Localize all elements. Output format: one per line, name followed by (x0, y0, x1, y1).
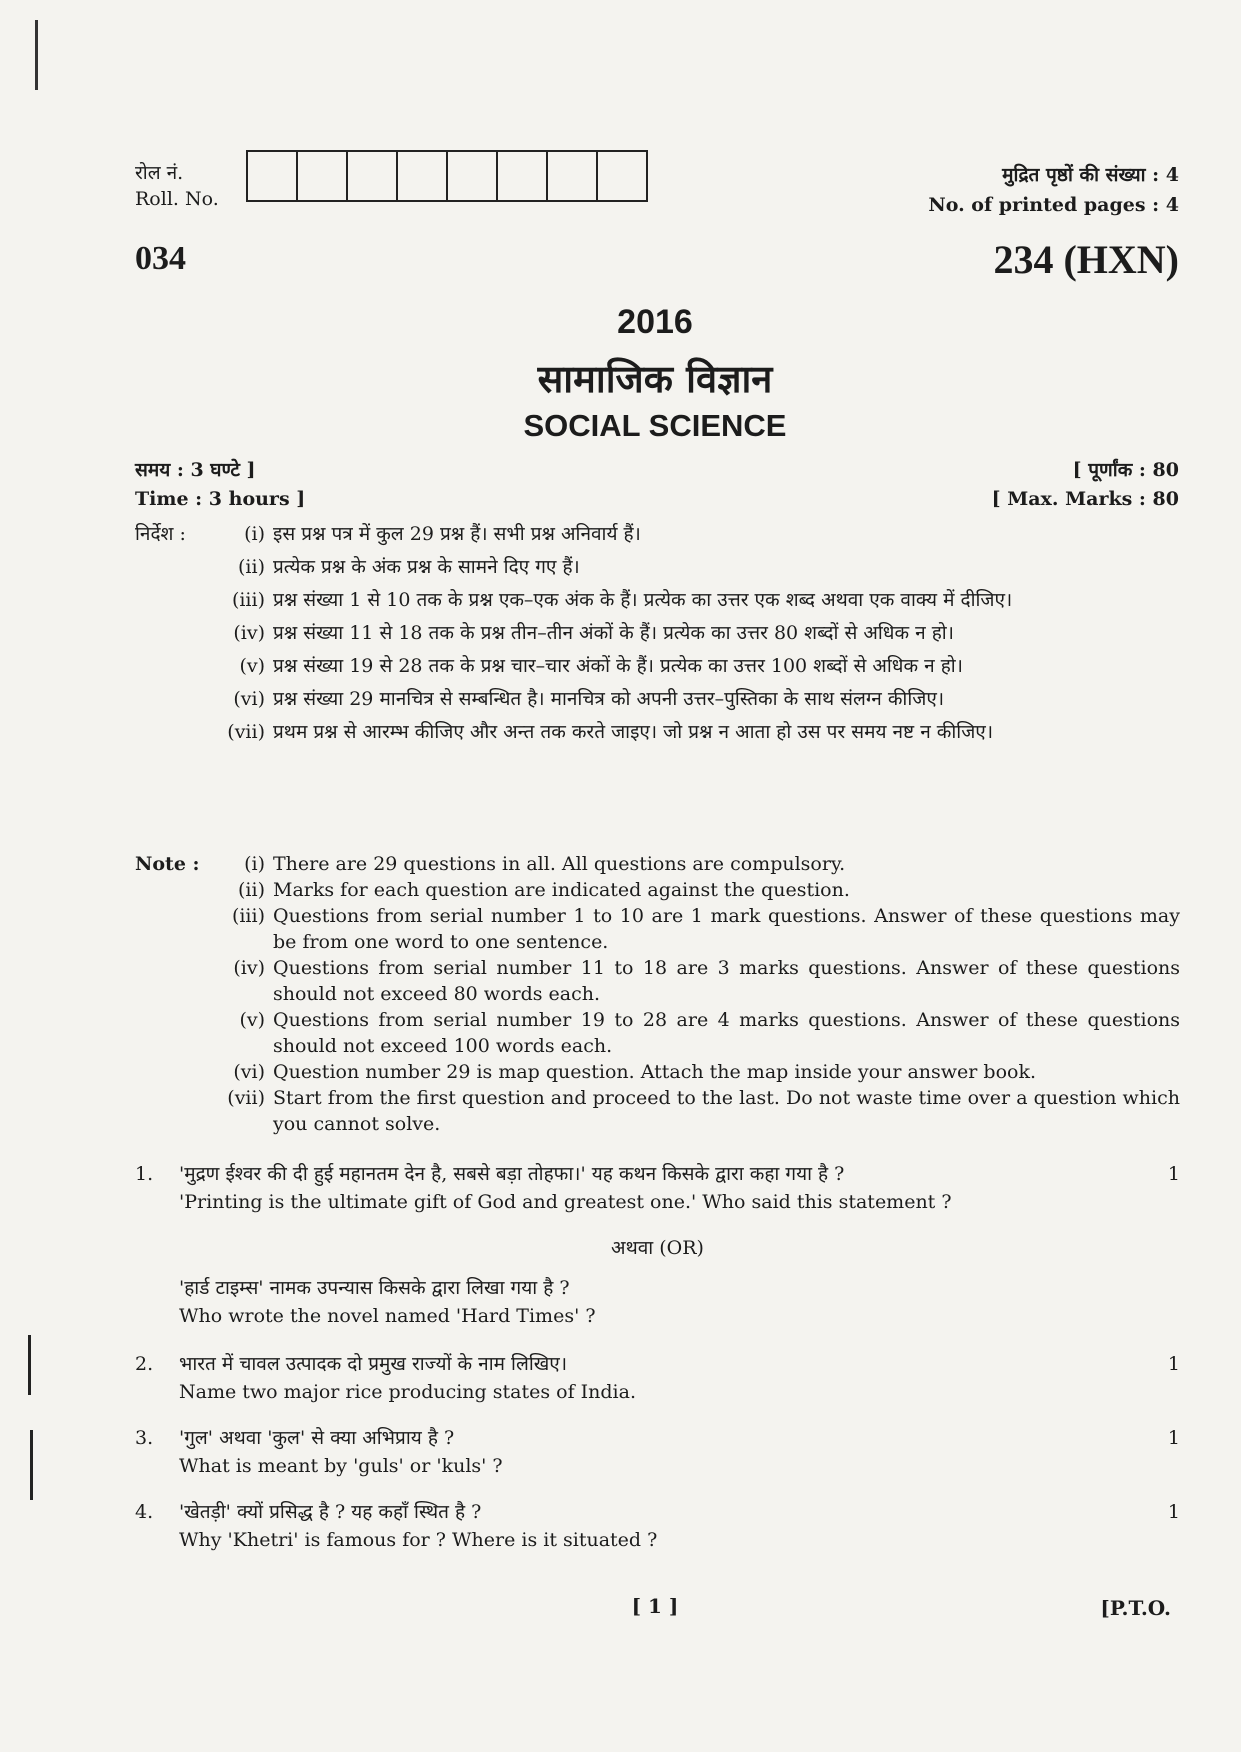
instruction-item: Question number 29 is map question. Attach the map inside your answer book. (273, 1061, 1037, 1083)
question-marks: 1 (1167, 1163, 1180, 1185)
instruction-item: प्रश्न संख्या 1 से 10 तक के प्रश्न एक–एक अंक के हैं। प्रत्येक का उत्तर एक शब्द अथवा एक वाक्य में दीजिए। (273, 589, 1013, 611)
instruction-item: इस प्रश्न पत्र में कुल 29 प्रश्न हैं। सभी प्रश्न अनिवार्य हैं। (273, 523, 641, 545)
instruction-item: प्रश्न संख्या 29 मानचित्र से सम्बन्धित है। मानचित्र को अपनी उत्तर–पुस्तिका के साथ संलग्न कीजिए। (273, 688, 945, 710)
question-1-alternative (135, 1274, 1180, 1330)
question-4: 4. 'खेतड़ी' क्यों प्रसिद्ध है ? यह कहाँ स्थित है ? Why 'Khetri' is famous for ? Where is it situated ? 1 (135, 1498, 1180, 1554)
instruction-item: Questions from serial number 11 to 18 are 3 marks questions. Answer of these questions should not exceed 80 words each. (273, 957, 1180, 1005)
question-text-english: Who wrote the novel named 'Hard Times' ? (179, 1305, 596, 1327)
instructions-english: Note : (i) There are 29 questions in all. All questions are compulsory. (ii) Marks for each question are indicated against the question. (iii) Questions from serial number 1 to 10 are 1 mark questions. Answer of these questions may be from one word to one sentence. (iv) Questions from serial number 11 to 18 are 3 marks questions. Answer of these questions should not exceed 80 words each. (v) Questions from serial number 19 to 28 are 4 marks questions. Answer of these questions should not exceed 100 words each. (vi) Question number 29 is map question. Attach the map inside your answer book. (vii) Start from the first question and proceed to the last. Do not waste time over a question which you cannot solve. (135, 853, 1180, 1135)
please-turn-over: [P.T.O. (1100, 1596, 1171, 1620)
roll-digit-box (248, 152, 298, 200)
question-text-hindi: 'हार्ड टाइम्स' नामक उपन्यास किसके द्वारा लिखा गया है ? (179, 1277, 570, 1299)
scan-artifact (28, 1335, 31, 1395)
scan-artifact (30, 1430, 33, 1500)
time-allowed: समय : 3 घण्टे ] Time : 3 hours ] (135, 459, 306, 510)
series-code: 034 (135, 240, 186, 277)
subject-title-hindi: सामाजिक विज्ञान (537, 357, 773, 401)
instruction-item: प्रश्न संख्या 19 से 28 तक के प्रश्न चार–चार अंकों के हैं। प्रत्येक का उत्तर 100 शब्दों से अधिक न हो। (273, 655, 963, 677)
roll-digit-box (398, 152, 448, 200)
max-marks: [ पूर्णांक : 80 [ Max. Marks : 80 (991, 459, 1179, 510)
instructions-label: निर्देश : (135, 523, 186, 545)
question-text-english: Why 'Khetri' is famous for ? Where is it situated ? (179, 1529, 658, 1551)
instructions-hindi: निर्देश : (i) इस प्रश्न पत्र में कुल 29 प्रश्न हैं। सभी प्रश्न अनिवार्य हैं। (ii) प्रत्येक प्रश्न के अंक प्रश्न के सामने दिए गए हैं। (iii) प्रश्न संख्या 1 से 10 तक के प्रश्न एक–एक अंक के हैं। प्रत्येक का उत्तर एक शब्द अथवा एक वाक्य में दीजिए। (iv) प्रश्न संख्या 11 से 18 तक के प्रश्न तीन–तीन अंकों के हैं। प्रत्येक का उत्तर 80 शब्दों से अधिक न हो। (v) प्रश्न संख्या 19 से 28 तक के प्रश्न चार–चार अंकों के हैं। प्रत्येक का उत्तर 100 शब्दों से अधिक न हो। (vi) प्रश्न संख्या 29 मानचित्र से सम्बन्धित है। मानचित्र को अपनी उत्तर–पुस्तिका के साथ संलग्न कीजिए। (vii) प्रथम प्रश्न से आरम्भ कीजिए और अन्त तक करते जाइए। जो प्रश्न न आता हो उस पर समय नष्ट न कीजिए। (135, 520, 1180, 751)
instruction-item: Questions from serial number 19 to 28 are 4 marks questions. Answer of these questions should not exceed 100 words each. (273, 1009, 1180, 1057)
roll-digit-box (448, 152, 498, 200)
instruction-item: प्रथम प्रश्न से आरम्भ कीजिए और अन्त तक करते जाइए। जो प्रश्न न आता हो उस पर समय नष्ट न कीजिए। (273, 721, 994, 743)
roll-digit-box (348, 152, 398, 200)
question-text-english: What is meant by 'guls' or 'kuls' ? (179, 1455, 503, 1477)
note-label: Note : (135, 853, 200, 875)
roll-digit-box (548, 152, 598, 200)
instruction-item: Marks for each question are indicated against the question. (273, 879, 850, 901)
question-marks: 1 (1167, 1353, 1180, 1375)
question-1: 1. 'मुद्रण ईश्वर की दी हुई महानतम देन है, सबसे बड़ा तोहफा।' यह कथन किसके द्वारा कहा गया है ? 'Printing is the ultimate gift of God and greatest one.' Who said this statement ? 1 (135, 1160, 1180, 1216)
roll-digit-box (598, 152, 646, 200)
question-2: 2. भारत में चावल उत्पादक दो प्रमुख राज्यों के नाम लिखिए। Name two major rice producing states of India. 1 (135, 1350, 1180, 1406)
question-text-hindi: 'खेतड़ी' क्यों प्रसिद्ध है ? यह कहाँ स्थित है ? (179, 1501, 482, 1523)
question-text-hindi: 'गुल' अथवा 'कुल' से क्या अभिप्राय है ? (179, 1427, 455, 1449)
or-separator: अथवा (OR) (611, 1237, 704, 1259)
scan-artifact (35, 20, 38, 90)
instruction-item: प्रत्येक प्रश्न के अंक प्रश्न के सामने दिए गए हैं। (273, 556, 580, 578)
instruction-item: Questions from serial number 1 to 10 are 1 mark questions. Answer of these questions may be from one word to one sentence. (273, 905, 1180, 953)
question-text-english: Name two major rice producing states of India. (179, 1381, 636, 1403)
instruction-item: प्रश्न संख्या 11 से 18 तक के प्रश्न तीन–तीन अंकों के हैं। प्रत्येक का उत्तर 80 शब्दों से अधिक न हो। (273, 622, 954, 644)
roll-digit-box (498, 152, 548, 200)
instruction-item: Start from the first question and proceed to the last. Do not waste time over a question which you cannot solve. (273, 1087, 1180, 1135)
printed-pages-info: मुद्रित पृष्ठों की संख्या : 4 No. of printed pages : 4 (928, 164, 1179, 216)
roll-digit-box (298, 152, 348, 200)
question-text-english: 'Printing is the ultimate gift of God and greatest one.' Who said this statement ? (179, 1191, 952, 1213)
question-marks: 1 (1167, 1427, 1180, 1449)
paper-code: 234 (HXN) (993, 237, 1179, 282)
subject-title-english: SOCIAL SCIENCE (523, 408, 787, 443)
page-number: [ 1 ] (631, 1594, 679, 1618)
question-text-hindi: 'मुद्रण ईश्वर की दी हुई महानतम देन है, सबसे बड़ा तोहफा।' यह कथन किसके द्वारा कहा गया है ? (179, 1163, 845, 1185)
instruction-item: There are 29 questions in all. All questions are compulsory. (273, 853, 846, 875)
roll-number-boxes (246, 150, 648, 202)
exam-year: 2016 (617, 303, 693, 341)
question-text-hindi: भारत में चावल उत्पादक दो प्रमुख राज्यों के नाम लिखिए। (179, 1353, 568, 1375)
roll-number-label: रोल नं. Roll. No. (135, 162, 219, 210)
question-marks: 1 (1167, 1501, 1180, 1523)
questions-section (135, 1160, 1180, 1572)
question-3: 3. 'गुल' अथवा 'कुल' से क्या अभिप्राय है ? What is meant by 'guls' or 'kuls' ? 1 (135, 1424, 1180, 1480)
